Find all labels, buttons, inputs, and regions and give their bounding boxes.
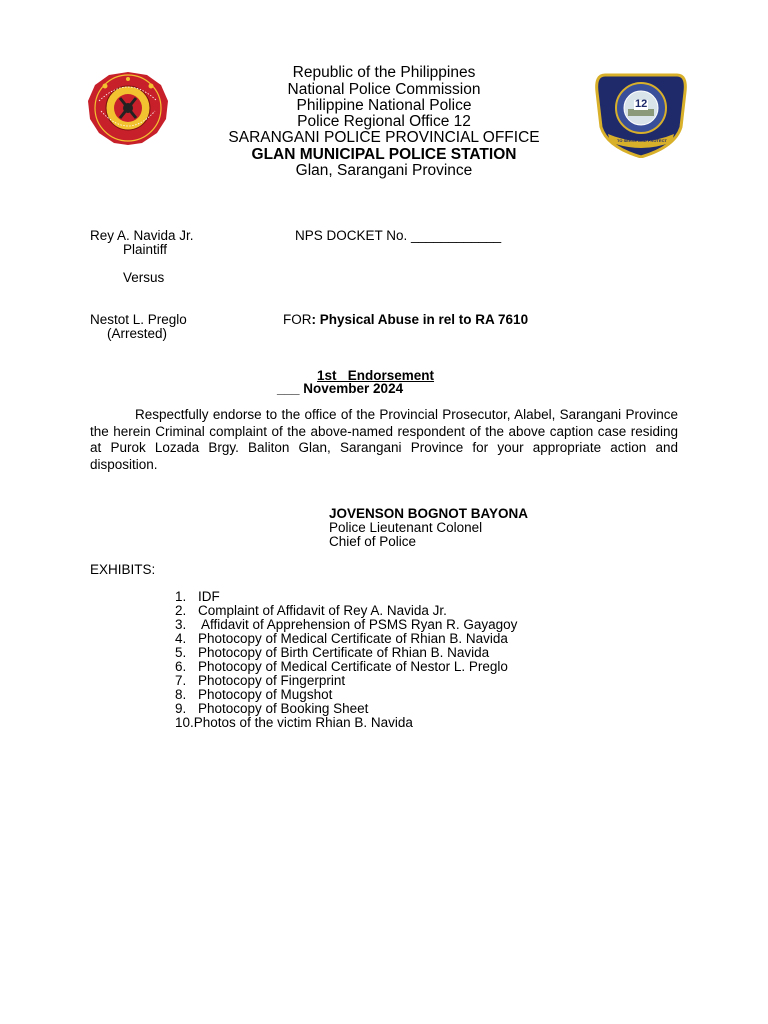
header-provincial-office: SARANGANI POLICE PROVINCIAL OFFICE — [228, 129, 540, 146]
list-item: 1. IDF — [175, 589, 220, 604]
list-item: 3. Affidavit of Apprehension of PSMS Ryan R. Gayagoy — [175, 617, 518, 632]
badge-ribbon-label: TO SERVE AND PROTECT — [617, 138, 667, 143]
list-item: 8. Photocopy of Mugshot — [175, 687, 333, 702]
exhibits-list — [175, 590, 517, 730]
badge-number-label: 12 — [635, 98, 648, 110]
list-item: 9. Photocopy of Booking Sheet — [175, 701, 369, 716]
signatory-name: JOVENSON BOGNOT BAYONA — [329, 506, 529, 521]
signatory-rank: Police Lieutenant Colonel — [329, 520, 483, 535]
header-napolcom: National Police Commission — [287, 81, 481, 98]
header-address: Glan, Sarangani Province — [295, 162, 473, 179]
header-station: GLAN MUNICIPAL POLICE STATION — [251, 146, 517, 163]
docket-number: NPS DOCKET No. ____________ — [295, 228, 502, 243]
offense-line — [283, 313, 528, 327]
offense-text: : Physical Abuse in rel to RA 7610 — [311, 312, 529, 327]
endorsement-body: Respectfully endorse to the office of the Provincial Prosecutor, Alabel, Sarangani Province the herein Criminal complaint of the above-named respondent of the above caption case residing at Purok Lozada Brgy. Baliton Glan, Sarangani Province for your appropriate action and disposition. — [90, 407, 678, 472]
list-item: 10. Photos of the victim Rhian B. Navida — [175, 715, 413, 730]
for-label: FOR — [283, 312, 312, 327]
list-item: 6. Photocopy of Medical Certificate of Nestor L. Preglo — [175, 659, 508, 674]
exhibits-label: EXHIBITS: — [90, 562, 156, 577]
endorsement-date: ___ November 2024 — [277, 381, 404, 396]
respondent-name: Nestot L. Preglo — [90, 312, 187, 327]
header-regional-office: Police Regional Office 12 — [297, 113, 471, 130]
list-item: 7. Photocopy of Fingerprint — [175, 673, 346, 688]
endorsement-title: 1st Endorsement — [317, 368, 435, 383]
header-pnp: Philippine National Police — [296, 97, 472, 114]
signatory-position: Chief of Police — [329, 534, 417, 549]
respondent-status: (Arrested) — [107, 326, 168, 341]
header-republic: Republic of the Philippines — [292, 64, 476, 81]
versus-label: Versus — [123, 270, 165, 285]
plaintiff-role: Plaintiff — [123, 242, 168, 257]
list-item: 5. Photocopy of Birth Certificate of Rhian B. Navida — [175, 645, 490, 660]
list-item: 2. Complaint of Affidavit of Rey A. Navida Jr. — [175, 603, 447, 618]
list-item: 4. Photocopy of Medical Certificate of Rhian B. Navida — [175, 631, 508, 646]
plaintiff-name: Rey A. Navida Jr. — [90, 228, 194, 243]
